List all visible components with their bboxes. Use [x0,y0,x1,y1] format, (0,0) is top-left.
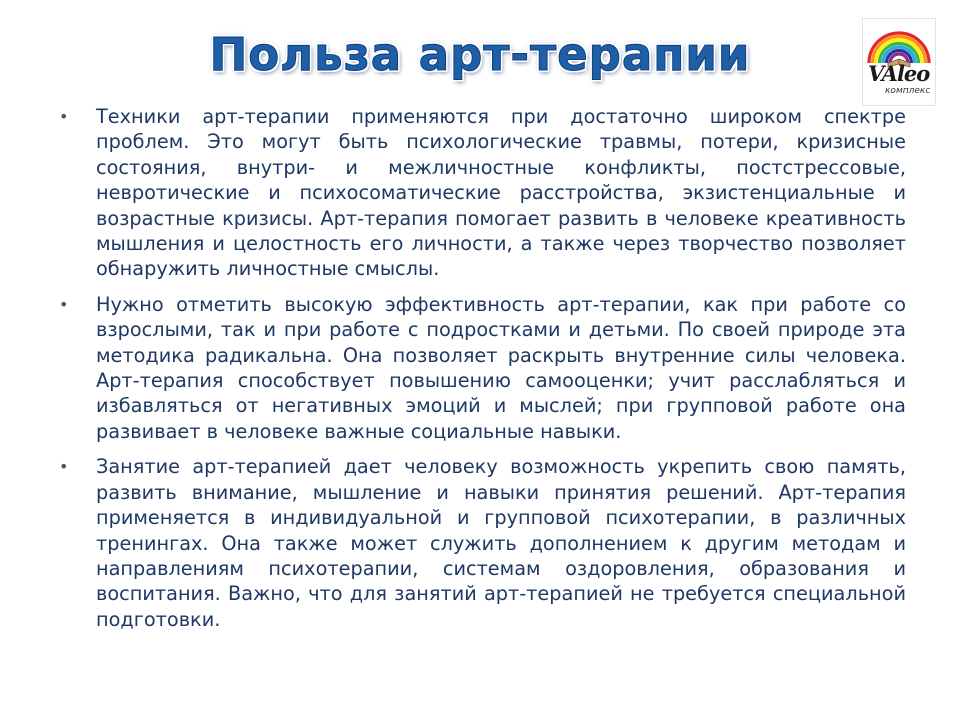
list-item [50,454,906,632]
bullet-icon: • [59,457,69,477]
logo-subtitle-text: комплекс [885,86,931,96]
logo-brand-text: VAleo [868,61,930,86]
valeo-logo [862,18,936,106]
bullet-text: Нужно отметить высокую эффективность арт-терапии, как при работе со взрослыми, так и при работе с подростками и детьми. По своей природе эта методика радикальна. Она позволяет раскрыть внутренние силы человека. Арт-терапия способствует повышению самооценки; учит расслабляться и избавляться от негативных эмоций и мыслей; при групповой работе она развивает в человеке важные социальные навыки. [96,292,906,443]
bullet-list [50,104,906,642]
list-item [50,292,906,444]
list-item [50,104,906,282]
bullet-icon: • [59,107,69,126]
bullet-text: Техники арт-терапии применяются при достаточно широком спектре проблем. Это могут быть психологические травмы, потери, кризисные состояния, внутри- и межличностные конфликты, постстрессовые, невротические и психосоматические расстройства, экзистенциальные и возрастные кризисы. Арт-терапия помогает развить в человеке креативность мышления и целостность его личности, а также через творчество позволяет обнаружить личностные смыслы. [96,105,906,281]
bullet-icon: • [59,294,69,314]
slide-title: Польза арт-терапии [209,28,751,81]
bullet-text: Занятие арт-терапией дает человеку возможность укрепить свою память, развить внимание, мышление и навыки принятия решений. Арт-терапия применяется в индивидуальной и групповой психотерапии, в различных тренингах. Она также может служить дополнением к другим методам и направлениям психотерапии, системам оздоровления, образования и воспитания. Важно, что для занятий арт-терапией не требуется специальной подготовки. [96,455,906,631]
